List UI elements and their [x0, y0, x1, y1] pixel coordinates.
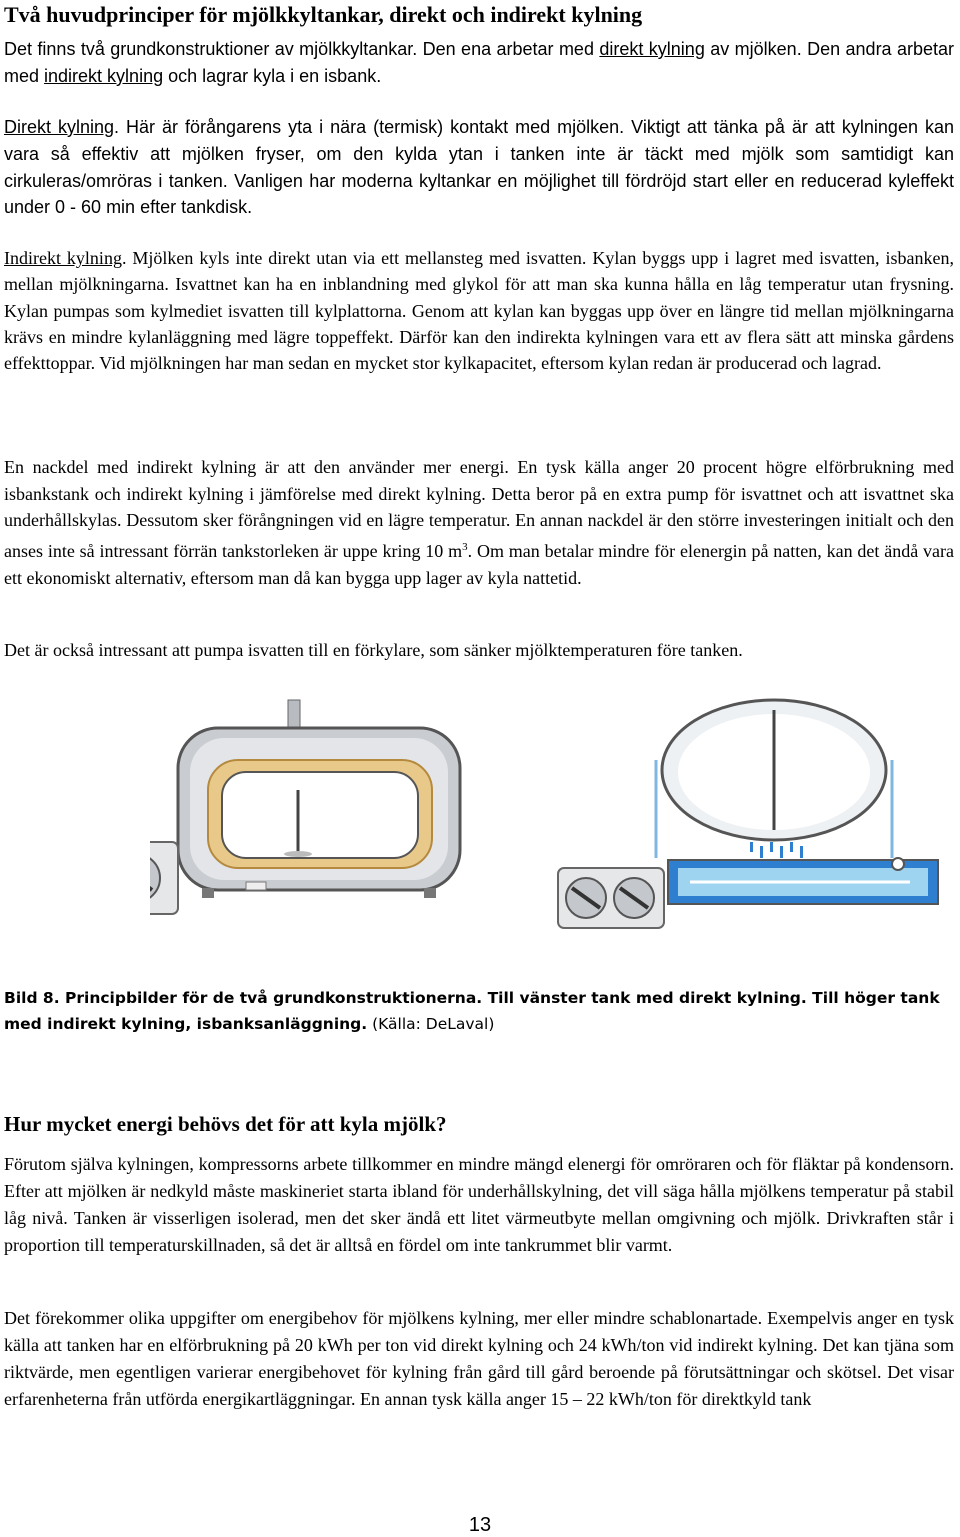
direct-cooling-link[interactable]: direkt kylning [599, 39, 705, 59]
superscript-3: 3 [462, 541, 468, 554]
indirect-cooling-link[interactable]: indirekt kylning [44, 66, 164, 86]
figure-caption [4, 985, 954, 1037]
direct-cooling-paragraph [4, 114, 954, 221]
energy-paragraph-2: Det förekommer olika uppgifter om energibehov för mjölkens kylning, mer eller mindre schablonartade. Exempelvis anger en tysk källa att tanken har en elförbrukning på 20 kWh per ton vid direkt kylning och 24 kWh/ton vid indirekt kylning. Det kan tjäna som riktvärde, men egentligen varierar energibehovet för kylning från gård till gård beroende på förutsättningar och skötsel. Det visar erfarenheterna från utförda energikartläggningar. En annan tysk källa anger 15 – 22 kWh/ton för direktkyld tank [4, 1308, 954, 1409]
indirect-cooling-text: . Mjölken kyls inte direkt utan via ett mellansteg med isvatten. Kylan byggs upp i lagret med isvatten, isbanken, mellan mjölkningarna. Isvattnet kan ha en inblandning med glykol för att man ska kunna hålla en låg temperatur utan frysning. Kylan pumpas som kylmediet isvatten till kylplattorna. Genom att kylan kan byggas upp över en längre tid mellan mjölkningarna krävs en mindre kylanläggning med lägre toppeffekt. Därför kan den indirekta kylningen vara ett av flera sätt att minska gårdens effekttoppar. Vid mjölkningen har man sedan en mycket stor kylkapacitet, eftersom kylan redan är producerad och lagrad. [4, 248, 955, 374]
indirect-cooling-paragraph [4, 245, 954, 376]
condenser-unit-left [150, 842, 178, 914]
section-heading: Två huvudprinciper för mjölkkyltankar, direkt och indirekt kylning [4, 2, 643, 27]
caption-source: (Källa: DeLaval) [367, 1015, 495, 1033]
direct-cooling-text: . Här är förångarens yta i nära (termisk) kontakt med mjölken. Viktigt att tänka på är att kylningen kan vara så effektiv att mjölken fryser, om den kylda ytan i tanken inte är täckt med mjölk som samtidigt kan cirkuleras/omröras i tanken. Vanligen har moderna kyltankar en möjlighet till fördröjd start eller en reducerad kyleffekt under 0 - 60 min efter tankdisk. [4, 117, 954, 218]
indirect-cooling-term[interactable]: Indirekt kylning [4, 248, 122, 268]
page-number: 13 [468, 1514, 492, 1536]
intro-text-2: av mjölken. Den andra arbetar med [4, 39, 955, 86]
direct-cooling-tank [178, 700, 460, 898]
section-2-heading: Hur mycket energi behövs det för att kyla mjölk? [4, 1112, 447, 1136]
drawback-paragraph [4, 454, 954, 592]
energy-paragraph-1: Förutom själva kylningen, kompressorns arbete tillkommer en mindre mängd elenergi för omröraren och för fläktar på kondensorn. Efter att mjölken är nedkyld måste maskineriet starta ibland för underhållskylning, det vill säga hålla mjölkens temperatur på stabil låg nivå. Tanken är visserligen isolerad, men det sker ändå ett litet värmeutbyte mellan omgivning och mjölk. Drivkraften står i proportion till temperaturskillnaden, så det är alltså en fördel om inte tankrummet blir varmt. [4, 1154, 954, 1255]
indirect-cooling-tank [656, 700, 938, 904]
intro-paragraph [4, 36, 954, 90]
intro-text-3: och lagrar kyla i en isbank. [163, 66, 382, 86]
direct-cooling-term[interactable]: Direkt kylning [4, 117, 115, 137]
intro-text-1: Det finns två grundkonstruktioner av mjölkkyltankar. Den ena arbetar med [4, 39, 600, 59]
drawback-text-2: . Om man betalar mindre för elenergin på natten, kan det ändå vara ett ekonomiskt alternativ, eftersom man då kan bygga upp lager av kyla nattetid. [4, 541, 954, 588]
condenser-unit-right [558, 868, 664, 928]
precooler-paragraph: Det är också intressant att pumpa isvatten till en förkylare, som sänker mjölktemperaturen före tanken. [4, 640, 743, 660]
caption-text: Bild 8. Principbilder för de två grundkonstruktionerna. Till vänster tank med direkt kylning. Till höger tank med indirekt kylning, isbanksanläggning. [4, 989, 940, 1033]
drawback-text-1: En nackdel med indirekt kylning är att den använder mer energi. En tysk källa anger 20 procent högre elförbrukning med isbankstank och indirekt kylning i jämförelse med direkt kylning. Detta beror på en extra pump för isvattnet och att isvattnet ska underhållskylas. Dessutom sker förångningen vid en lägre temperatur. En annan nackdel är den större investeringen initialt och den anses inte så intressant förrän tankstorleken är uppe kring 10 m [4, 457, 954, 562]
tank-illustration [150, 680, 950, 960]
